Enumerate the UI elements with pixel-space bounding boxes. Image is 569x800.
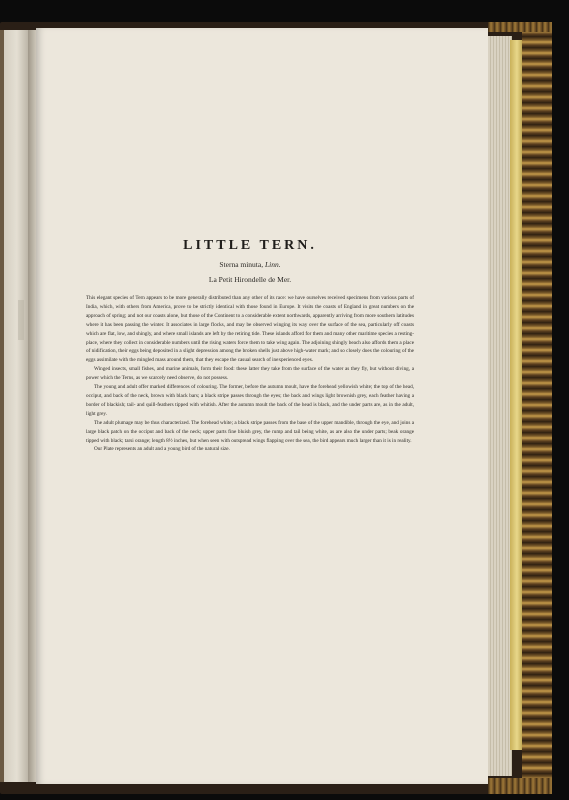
latin-species: Sterna minuta, [219,260,264,269]
decorative-cover-top [488,22,552,32]
left-cover-edge [0,30,4,782]
paragraph: The young and adult offer marked differences of colouring. The former, before the autumn moult, have the forehead yellowish white; the top of the head, occiput, and back of the neck, brown with black bars; a black stripe passes through the eyes; the back and wings light brownish grey, each feather having a border of blackish; tail- and quill-feathers tipped with whitish. After the autumn moult the back of the head is black, and the under parts are, as in the adult, light grey. [86,384,414,417]
left-page-edge [0,30,28,782]
margin-faint-mark [18,300,24,340]
page-title: LITTLE TERN. [183,238,317,253]
paragraph: Winged insects, small fishes, and marine animals, form their food: these latter they take from the surface of the water as they fly, but without diving, a power which the Terns, as we scarcely need observe, do not possess. [86,366,414,382]
paragraph: The adult plumage may be thus characterized. The forehead white; a black stripe passes from the base of the upper mandible, through the eye, and joins a large black patch on the occiput and back of the neck; upper parts fine bluish grey, the rump and tail being white, as are also the under parts; beak orange tipped with black; tarsi orange; length 8½ inches, but when seen with outspread wings flapping over the sea, the bird appears much larger than it is in reality. [86,419,414,444]
page-stack-edge [488,36,512,776]
latin-name [86,260,414,269]
paragraph: Our Plate represents an adult and a young bird of the natural size. [94,446,230,453]
decorative-cover-border [522,26,552,794]
french-name: La Petit Hirondelle de Mer. [208,275,292,284]
latin-author: Linn. [264,260,281,269]
page-content [86,238,414,454]
decorative-cover-bottom [488,778,552,794]
paragraph: This elegant species of Tern appears to be more generally distributed than any other of its race: we have ourselves received specimens from various parts of India, which, with others from America, prove to be strictly identical with those found in Europe. It visits the coasts of England in great numbers on the approach of spring; and not our coasts alone, but those of the Continent to a considerable extent northwards, apparently arriving from more southern latitudes where it has been passing the winter. It associates in large flocks, and may be observed winging its way over the surface of the sea, particularly off coasts which are flat, low, and shingly, and where small islands are left by the retiring tide. These islands afford for them and many other maritime species a resting-place, where they collect in considerable numbers until the rising waters force them to take wing again. The adjoining shingly beach also affords them a place of nidification, their eggs being deposited in a slight depression among the broken shells just above high-water mark; and so closely does the colouring of the eggs assimilate with the mingled mass around them, that they escape the casual search of inexperienced eyes. [86,295,414,364]
